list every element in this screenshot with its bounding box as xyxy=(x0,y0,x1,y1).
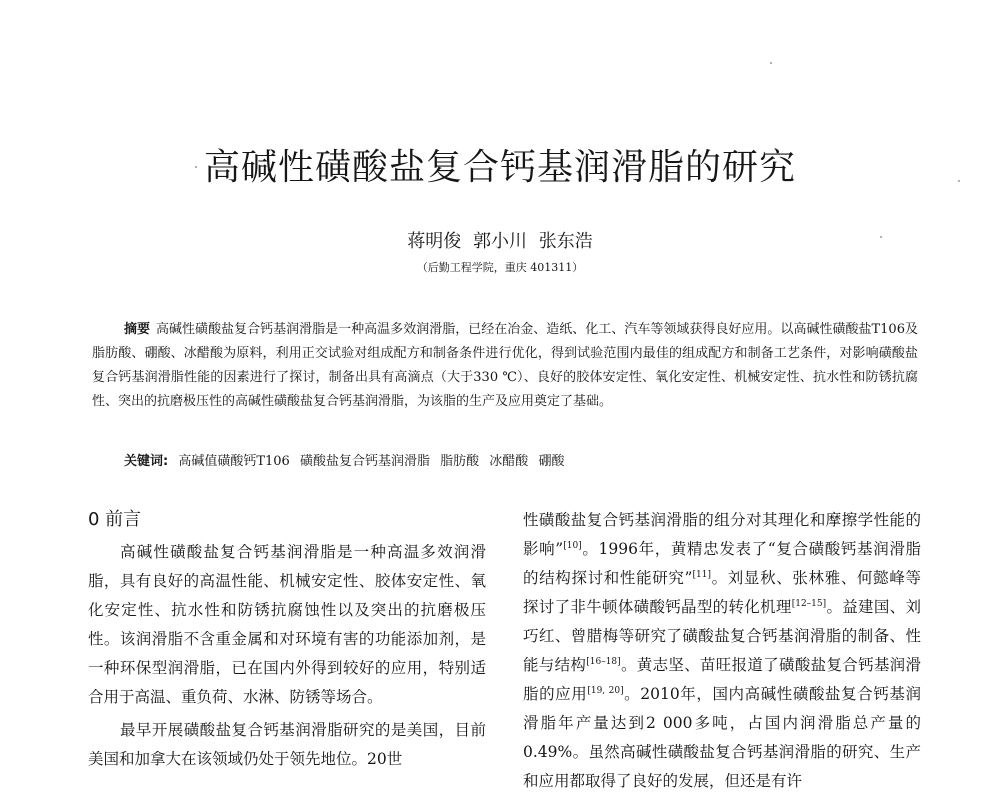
right-column xyxy=(523,508,921,796)
keyword: 磺酸盐复合钙基润滑脂 xyxy=(299,454,430,469)
citation-ref: [10] xyxy=(563,540,582,551)
body-text: 。刘显秋、张林雅、何懿峰等探讨了非牛顿体磺酸钙晶型的转化机理 xyxy=(523,569,921,616)
abstract-text: 高碱性磺酸盐复合钙基润滑脂是一种高温多效润滑脂，已经在冶金、造纸、化工、汽车等领域获得良好应用。以高碱性磺酸盐T106及脂肪酸、硼酸、冰醋酸为原料，利用正交试验对组成配方和制备条件进行优化，得到试验范围内最佳的组成配方和制备工艺条件，对影响磺酸盐复合钙基润滑脂性能的因素进行了探讨，制备出具有高滴点（大于330 ℃）、良好的胶体安定性、氧化安定性、机械安定性、抗水性和防锈抗腐性、突出的抗磨极压性的高碱性磺酸盐复合钙基润滑脂，为该脂的生产及应用奠定了基础。 xyxy=(92,322,918,409)
body-paragraph: 高碱性磺酸盐复合钙基润滑脂是一种高温多效润滑脂，具有良好的高温性能、机械安定性、胶体安定性、氧化安定性、抗水性和防锈抗腐蚀性以及突出的抗磨极压性。该润滑脂不含重金属和对环境有害的功能添加剂，是一种环保型润滑脂，已在国内外得到较好的应用，特别适合用于高温、重负荷、水淋、防锈等场合。 xyxy=(88,543,486,706)
paper-title: 高碱性磺酸盐复合钙基润滑脂的研究 xyxy=(203,147,796,188)
keyword: 硼酸 xyxy=(538,454,565,469)
body-text: 。1996年，黄精忠发表了“复合磺酸钙基润滑脂的结构探讨和性能研究” xyxy=(523,540,921,587)
citation-ref: [16–18] xyxy=(586,656,621,667)
author-list xyxy=(0,230,1000,254)
author-name: 张东浩 xyxy=(538,231,593,252)
scan-speck xyxy=(958,180,960,182)
body-paragraph xyxy=(523,506,921,796)
citation-ref: [11] xyxy=(692,569,711,580)
body-text: 性磺酸盐复合钙基润滑脂的组分对其理化和摩擦学性能的影响” xyxy=(523,511,921,558)
scan-speck xyxy=(880,236,882,238)
keywords-label: 关键词: xyxy=(124,454,169,469)
keywords xyxy=(124,450,914,474)
affiliation: （后勤工程学院，重庆 401311） xyxy=(416,261,584,274)
keyword: 高碱值磺酸钙T106 xyxy=(178,454,290,469)
keyword: 脂肪酸 xyxy=(440,454,480,469)
section-heading: 0 前言 xyxy=(88,509,142,530)
abstract xyxy=(92,318,918,414)
left-column xyxy=(88,508,486,774)
scan-speck xyxy=(195,166,197,168)
body-text: 。益建国、刘巧红、曾腊梅等研究了磺酸盐复合钙基润滑脂的制备、性能与结构 xyxy=(523,598,921,674)
citation-ref: [19, 20] xyxy=(587,685,624,696)
body-text: 。黄志坚、苗旺报道了磺酸盐复合钙基润滑脂的应用 xyxy=(523,656,921,703)
keyword: 冰醋酸 xyxy=(489,454,529,469)
author-name: 郭小川 xyxy=(473,231,527,252)
scan-speck xyxy=(770,62,772,64)
abstract-label: 摘要 xyxy=(124,322,151,337)
author-name: 蒋明俊 xyxy=(407,231,462,252)
body-text: 。2010年，国内高碱性磺酸盐复合钙基润滑脂年产量达到2 000多吨，占国内润滑脂总产量的0.49%。虽然高碱性磺酸盐复合钙基润滑脂的研究、生产和应用都取得了良好的发展，但还是有许 xyxy=(523,685,921,790)
body-paragraph: 最早开展磺酸盐复合钙基润滑脂研究的是美国，目前美国和加拿大在该领域仍处于领先地位。20世 xyxy=(88,721,486,768)
citation-ref: [12–15] xyxy=(791,598,827,609)
